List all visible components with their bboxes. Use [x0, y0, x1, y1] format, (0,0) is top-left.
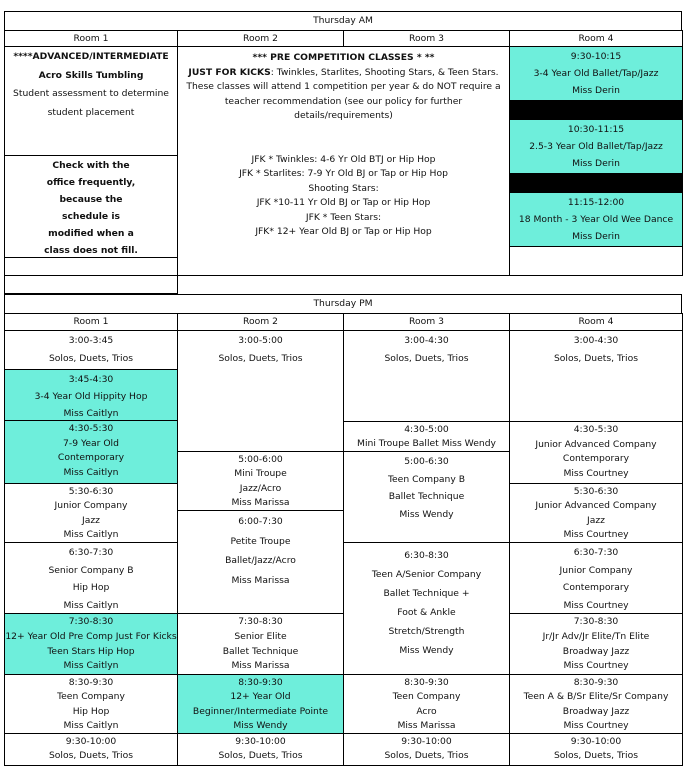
cell-line: Solos, Duets, Trios	[218, 353, 303, 364]
cell-line: Solos, Duets, Trios	[553, 353, 639, 364]
cell-line: 6:30-7:30	[573, 547, 619, 558]
cell-line: Jazz/Acro	[239, 482, 282, 494]
cell-line: Teen Stars Hip Hop	[47, 645, 135, 657]
cell-line: Teen Company	[57, 691, 125, 703]
cell-line: 18 Month - 3 Year Old Wee Dance	[518, 214, 674, 225]
cell-line: 9:30-10:00	[65, 736, 117, 747]
pm-room3-class	[343, 451, 510, 543]
cell-line: Jazz	[587, 514, 605, 526]
am-room4-class	[509, 119, 683, 174]
pm-room3-class	[343, 421, 510, 452]
cell-line: JFK * Starlites: 7-9 Yr Old BJ or Tap or Hip Hop	[239, 168, 448, 179]
cell-line: Miss Caitlyn	[63, 599, 119, 611]
cell-line: 9:30-10:00	[570, 736, 622, 747]
precomp-intro-label: JUST FOR KICKS	[188, 66, 271, 78]
cell-line: Junior Advanced Company	[535, 438, 657, 450]
cell-line: Miss Derin	[572, 231, 620, 242]
cell-line: Ballet/Jazz/Acro	[225, 555, 296, 566]
am-room1-empty	[4, 257, 178, 276]
pm-room4-class	[509, 542, 683, 614]
am-room4-empty	[509, 246, 683, 276]
cell-line: 4:30-5:30	[68, 423, 114, 434]
cell-line: Miss Courtney	[563, 720, 629, 732]
cell-line: Miss Marissa	[231, 497, 290, 509]
cell-line: 3-4 Year Old Ballet/Tap/Jazz	[533, 68, 659, 79]
am-room4-class	[509, 192, 683, 247]
cell-line: 5:30-6:30	[573, 486, 619, 497]
cell-line: Acro Skills Tumbling	[38, 69, 144, 81]
cell-line: Teen A & B/Sr Elite/Sr Company	[523, 691, 669, 703]
pm-room-header: Room 1	[4, 313, 178, 331]
pm-room1-class	[4, 369, 178, 421]
cell-line: 11:15-12:00	[567, 197, 625, 208]
cell-line: 3:00-3:45	[68, 335, 114, 346]
pm-room2-class	[177, 330, 344, 452]
cell-line: Senior Elite	[234, 630, 287, 642]
pm-room4-class	[509, 483, 683, 543]
am-title: Thursday AM	[4, 11, 682, 31]
am-room-header: Room 2	[177, 30, 344, 47]
cell-line: 7:30-8:30	[573, 616, 619, 627]
cell-line: Jazz	[82, 514, 100, 526]
am-precomp-block	[177, 46, 510, 276]
cell-line: Check with the	[52, 160, 130, 171]
am-room-header: Room 4	[509, 30, 683, 47]
precomp-intro-text: : Twinkles, Starlites, Shooting Stars, & Teen Stars. These classes will attend 1 competition per year & do NOT require a teacher recommendation (see our policy for further details/requirements)	[186, 66, 501, 121]
cell-line: Miss Marissa	[397, 720, 456, 732]
cell-line: schedule is	[61, 211, 120, 222]
pm-room3-class	[343, 330, 510, 422]
cell-line: Miss Caitlyn	[63, 529, 119, 541]
cell-line: Solos, Duets, Trios	[384, 750, 469, 762]
cell-line: 9:30-10:15	[570, 51, 622, 62]
am-room4-class	[509, 46, 683, 101]
cell-line: Miss Courtney	[563, 529, 629, 541]
pm-room-header: Room 2	[177, 313, 344, 331]
cell-line: Shooting Stars:	[308, 182, 379, 194]
pm-room1-class	[4, 420, 178, 484]
cell-line: 6:30-7:30	[68, 547, 114, 558]
cell-line: because the	[59, 194, 123, 205]
cell-line: Miss Courtney	[563, 599, 629, 611]
cell-line: Beginner/Intermediate Pointe	[192, 705, 329, 717]
cell-line: 2.5-3 Year Old Ballet/Tap/Jazz	[529, 141, 663, 152]
pm-room4-class	[509, 674, 683, 734]
cell-line: 4:30-5:30	[573, 424, 619, 435]
cell-line: 5:30-6:30	[68, 486, 114, 497]
cell-line: Jr/Jr Adv/Jr Elite/Tn Elite	[542, 630, 650, 642]
pm-room2-class	[177, 674, 344, 734]
cell-line: 12+ Year Old	[230, 691, 291, 703]
pm-room-header: Room 3	[343, 313, 510, 331]
cell-line: Stretch/Strength	[388, 626, 465, 637]
pm-room-header: Room 4	[509, 313, 683, 331]
cell-line: Miss Marissa	[231, 660, 290, 672]
cell-line: 7-9 Year Old	[63, 437, 119, 449]
cell-line: Miss Caitlyn	[63, 408, 119, 419]
cell-line: Miss Wendy	[233, 720, 288, 732]
cell-line: Junior Advanced Company	[535, 500, 657, 512]
cell-line: Contemporary	[562, 453, 630, 464]
cell-line: Teen Company B	[387, 473, 466, 485]
cell-line: Miss Caitlyn	[63, 720, 119, 732]
pm-room1-class	[4, 483, 178, 543]
cell-line: 8:30-9:30	[404, 677, 449, 688]
cell-line: Junior Company	[559, 564, 633, 576]
cell-line: Miss Derin	[572, 158, 620, 169]
cell-line: Broadway Jazz	[562, 705, 630, 717]
pm-room1-class	[4, 330, 178, 370]
cell-line: Senior Company B	[48, 564, 134, 576]
cell-line: Miss Courtney	[563, 467, 629, 479]
cell-line: Solos, Duets, Trios	[48, 750, 134, 762]
pm-room1-class	[4, 613, 178, 675]
pm-room3-class	[343, 674, 510, 734]
cell-line: 5:00-6:30	[404, 456, 449, 467]
cell-line: ****ADVANCED/INTERMEDIATE	[13, 51, 169, 62]
cell-line: Contemporary	[562, 582, 630, 593]
am-room2-spacer	[177, 275, 510, 294]
cell-line: Teen A/Senior Company	[371, 569, 482, 580]
cell-line: Ballet Technique +	[383, 588, 470, 599]
am-room4-break	[509, 173, 683, 193]
cell-line: 9:30-10:00	[401, 736, 452, 747]
cell-line: Mini Troupe Ballet Miss Wendy	[357, 438, 496, 449]
cell-line: JFK * Teen Stars:	[305, 211, 382, 223]
cell-line: Foot & Ankle	[397, 607, 456, 618]
am-room4-break	[509, 100, 683, 120]
pm-room3-class	[343, 542, 510, 675]
cell-line: Solos, Duets, Trios	[48, 353, 134, 364]
pm-room1-class	[4, 733, 178, 766]
cell-line: 12+ Year Old Pre Comp Just For Kicks	[5, 630, 177, 642]
cell-line: Hip Hop	[72, 705, 110, 717]
cell-line: Acro	[416, 705, 437, 717]
cell-line: 9:30-10:00	[235, 736, 286, 747]
cell-line: Ballet Technique	[388, 491, 465, 502]
cell-line: Hip Hop	[72, 582, 110, 593]
cell-line: Miss Wendy	[399, 508, 454, 520]
cell-line: 10:30-11:15	[567, 124, 625, 135]
pm-room2-class	[177, 613, 344, 675]
cell-line: Student assessment to determine	[13, 88, 169, 99]
pm-room4-class	[509, 330, 683, 422]
precomp-title: *** PRE COMPETITION CLASSES * **	[252, 52, 435, 63]
pm-room4-class	[509, 421, 683, 484]
cell-line: 3:45-4:30	[68, 374, 114, 385]
cell-line: 3:00-5:00	[238, 335, 283, 346]
cell-line: 3:00-4:30	[573, 335, 619, 346]
cell-line: Solos, Duets, Trios	[553, 750, 639, 762]
cell-line: Miss Caitlyn	[63, 466, 119, 478]
cell-line: Contemporary	[57, 452, 125, 464]
cell-line: Solos, Duets, Trios	[218, 750, 303, 762]
cell-line: 8:30-9:30	[68, 677, 114, 688]
cell-line: Petite Troupe	[230, 535, 291, 547]
pm-room4-class	[509, 613, 683, 675]
cell-line: Teen Company	[392, 691, 461, 703]
cell-line: Miss Derin	[572, 85, 620, 96]
cell-line: Mini Troupe	[234, 468, 287, 480]
cell-line: JFK *10-11 Yr Old BJ or Tap or Hip Hop	[256, 197, 431, 208]
cell-line: Miss Wendy	[399, 645, 454, 656]
cell-line: Junior Company	[54, 500, 128, 512]
am-room1-empty-2	[4, 275, 178, 294]
cell-line: 4:30-5:00	[404, 424, 449, 435]
pm-room2-class	[177, 451, 344, 511]
cell-line: Broadway Jazz	[562, 645, 630, 657]
cell-line: Miss Caitlyn	[63, 660, 119, 672]
cell-line: Ballet Technique	[222, 645, 299, 657]
cell-line: 6:00-7:30	[238, 516, 283, 527]
pm-room2-class	[177, 510, 344, 614]
cell-line: 6:30-8:30	[404, 550, 449, 561]
am-room1-office-note	[4, 155, 178, 258]
cell-line: JFK* 12+ Year Old BJ or Tap or Hip Hop	[255, 226, 432, 237]
cell-line: 8:30-9:30	[573, 677, 619, 688]
precomp-intro	[182, 66, 505, 124]
pm-room1-class	[4, 674, 178, 734]
cell-line: Miss Marissa	[231, 574, 290, 586]
cell-line: Solos, Duets, Trios	[384, 353, 469, 364]
pm-title: Thursday PM	[4, 294, 682, 314]
cell-line: 8:30-9:30	[238, 677, 283, 688]
cell-line: 7:30-8:30	[238, 616, 283, 627]
cell-line: JFK * Twinkles: 4-6 Yr Old BTJ or Hip Hop	[251, 153, 436, 165]
pm-room2-class	[177, 733, 344, 766]
am-room-header: Room 3	[343, 30, 510, 47]
pm-room3-class	[343, 733, 510, 766]
cell-line: class does not fill.	[44, 245, 138, 256]
cell-line: Miss Courtney	[563, 660, 629, 672]
pm-room1-class	[4, 542, 178, 614]
cell-line: 3-4 Year Old Hippity Hop	[34, 391, 148, 402]
am-room-header: Room 1	[4, 30, 178, 47]
cell-line: 7:30-8:30	[68, 616, 114, 627]
cell-line: 5:00-6:00	[238, 454, 283, 465]
am-room1-acro-class	[4, 46, 178, 156]
cell-line: student placement	[47, 106, 135, 118]
cell-line: 3:00-4:30	[404, 335, 449, 346]
pm-room4-class	[509, 733, 683, 766]
cell-line: modified when a	[48, 228, 134, 239]
cell-line: office frequently,	[46, 177, 136, 188]
